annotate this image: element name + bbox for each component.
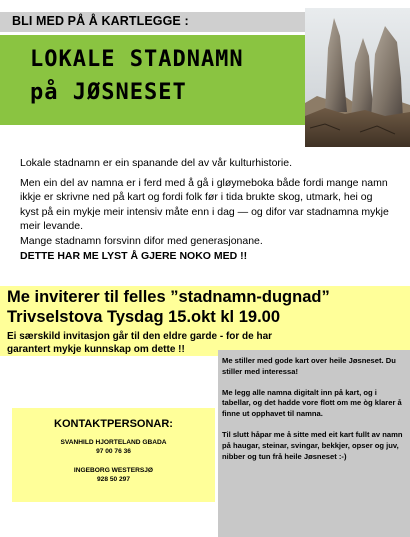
intro-text [20, 156, 390, 263]
intro-emphasis: DETTE HAR ME LYST Å GJERE NOKO MED !! [20, 249, 248, 262]
contact-phone-1: 97 00 76 36 [96, 448, 131, 455]
contact-name-1: SVANHILD HJORTELAND GBADA [60, 439, 167, 446]
intro-line1: Lokale stadnamn er ein spanande del av vår kulturhistorie. [20, 157, 292, 169]
kicker-heading: BLI MED PÅ Å KARTLEGGE : [12, 14, 189, 28]
intro-line3: Mange stadnamn forsvinn difor med generasjonane. [20, 234, 263, 247]
contact-name-2: INGEBORG WESTERSJØ [73, 467, 154, 474]
event-time-place: Trivselstova Tysdag 15.okt kl 19.00 [7, 308, 281, 326]
page-title-line2: på JØSNESET [30, 80, 187, 105]
intro-paragraph: Men ein del av namna er i ferd med å gå i gløymeboka både fordi mange namn ikkje er skrivne ned på kart og fordi folk før i tida brukte skog, utmark, hei og kyst på ein mykje meir intensiv måte enn i dag — og difor var stadnamna mykje meir levande. [20, 176, 389, 233]
invitation-headline: Me inviterer til felles ”stadnamn-dugnad” [7, 288, 330, 306]
contact-heading: KONTAKTPERSONAR: [54, 418, 173, 430]
info-paragraph-1: Me stiller med gode kart over heile Jøsneset. Du stiller med interessa! [222, 356, 396, 376]
rock-formation-photo [305, 8, 410, 147]
contact-phone-2: 928 50 297 [96, 476, 130, 483]
info-panel-text [222, 356, 405, 472]
info-paragraph-2: Me legg alle namna digitalt inn på kart, og i tabellar, og det hadde vore flott om me òg klarer å finne ut opphavet til namna. [222, 387, 402, 419]
info-paragraph-3: Til slutt håpar me å sitte med eit kart fullt av namn på haugar, steinar, svingar, bekkjer, opser og juv, nibber og tun frå heile Jøsneset :-) [222, 429, 403, 461]
page-title-line1: LOKALE STADNAMN [30, 47, 244, 72]
invitation-note: Ei særskild invitasjon går til den eldre garde - for de har garantert mykje kunnskap om dette !! [7, 331, 273, 355]
